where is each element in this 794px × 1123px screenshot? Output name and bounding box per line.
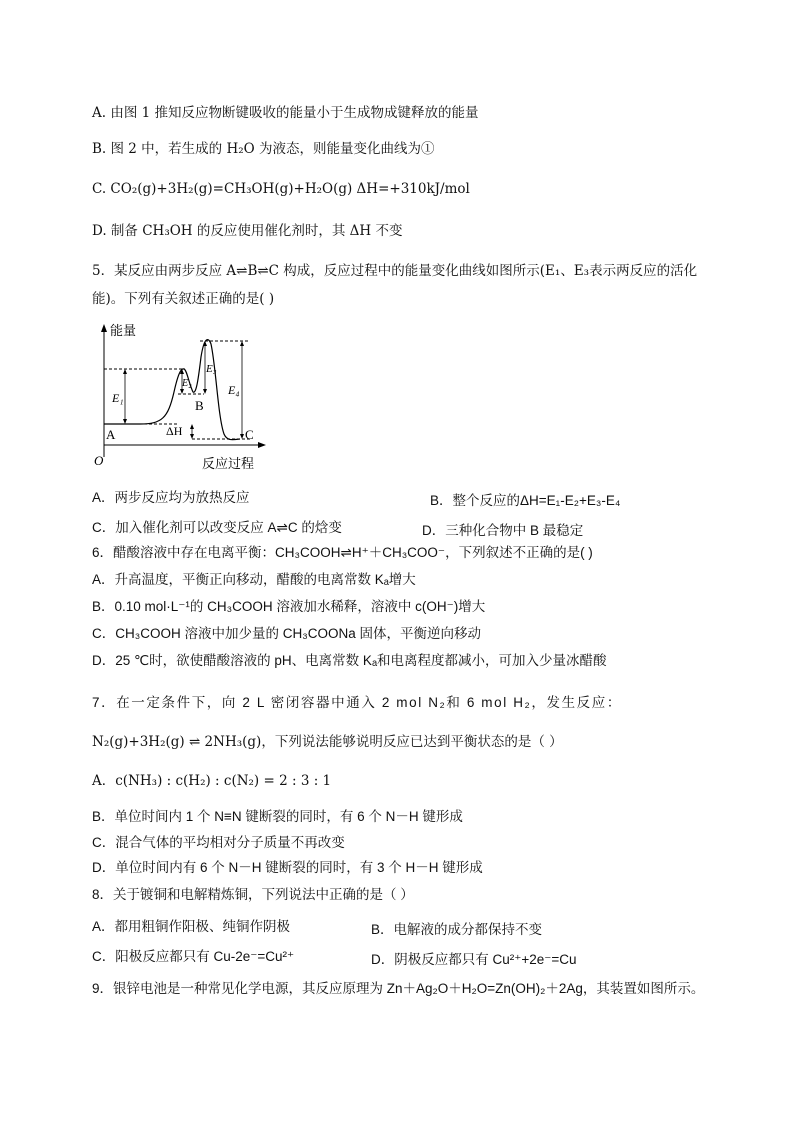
energy-profile-diagram xyxy=(92,322,272,474)
q8-option-d: D．阴极反应都只有 Cu²⁺+2e⁻=Cu xyxy=(371,952,577,967)
q7-option-a: A．c(NH₃) : c(H₂) : c(N₂) = 2 : 3 : 1 xyxy=(92,773,332,789)
q5-option-c: C．加入催化剂可以改变反应 A⇌C 的焓变 xyxy=(92,520,342,535)
dh-label: ΔH xyxy=(166,424,183,438)
q8-stem: 8．关于镀铜和电解精炼铜，下列说法中正确的是（ ） xyxy=(92,887,414,902)
y-axis-label: 能量 xyxy=(110,323,137,338)
q5-stem-line2: 能)。下列有关叙述正确的是( ) xyxy=(92,291,275,307)
q8-option-a: A．都用粗铜作阳极、纯铜作阴极 xyxy=(92,919,291,934)
q4-option-d: D. 制备 CH₃OH 的反应使用催化剂时，其 ΔH 不变 xyxy=(92,223,403,239)
e3-arrow-head-bottom xyxy=(203,389,207,394)
e4-arrow-head-bottom xyxy=(240,434,244,439)
q7-stem-line1: 7．在一定条件下，向 2 L 密闭容器中通入 2 mol N₂和 6 mol H₂，发生反应： xyxy=(92,695,622,710)
q4-option-c: C. CO₂(g)+3H₂(g)=CH₃OH(g)+H₂O(g) ΔH=+310kJ/mol xyxy=(92,181,470,197)
q5-stem-line1: 5．某反应由两步反应 A⇌B⇌C 构成，反应过程中的能量变化曲线如图所示(E₁、E₃表示两反应的活化 xyxy=(92,263,698,279)
q4-option-b: B. 图 2 中，若生成的 H₂O 为液态，则能量变化曲线为① xyxy=(92,141,435,157)
y-axis-arrow xyxy=(101,324,107,332)
e1-arrow-head-bottom xyxy=(123,419,127,424)
q7-option-c: C．混合气体的平均相对分子质量不再改变 xyxy=(92,835,345,850)
e2-arrow-head-bottom xyxy=(180,389,184,394)
q7-option-d: D．单位时间内有 6 个 N－H 键断裂的同时，有 3 个 H－H 键形成 xyxy=(92,860,483,875)
e2-label: E₂ xyxy=(182,378,192,389)
q9-stem: 9．银锌电池是一种常见化学电源，其反应原理为 Zn＋Ag₂O＋H₂O=Zn(OH)₂＋2Ag，其装置如图所示。 xyxy=(92,981,705,996)
dh-arrow-head-top xyxy=(190,424,194,429)
q4-option-a: A. 由图 1 推知反应物断键吸收的能量小于生成物成键释放的能量 xyxy=(92,105,479,121)
origin-label: O xyxy=(94,453,104,468)
e4-label: E₄ xyxy=(228,383,240,397)
x-axis-label: 反应过程 xyxy=(202,456,255,471)
point-a-label: A xyxy=(106,427,116,442)
q6-option-a: A．升高温度，平衡正向移动，醋酸的电离常数 Kₐ增大 xyxy=(92,572,416,587)
e1-label: E₁ xyxy=(112,391,124,405)
e1-arrow-head-top xyxy=(123,369,127,374)
q8-option-c: C．阳极反应都只有 Cu-2e⁻=Cu²⁺ xyxy=(92,949,295,964)
x-axis-arrow xyxy=(258,442,266,448)
q5-option-d: D．三种化合物中 B 最稳定 xyxy=(422,523,584,538)
e4-arrow-head-top xyxy=(240,341,244,346)
e3-label: E₃ xyxy=(206,363,217,375)
q7-stem-line2: N₂(g)+3H₂(g) ⇌ 2NH₃(g)，下列说法能够说明反应已达到平衡状态的是（ ） xyxy=(92,734,563,750)
q6-option-d: D．25 ℃时，欲使醋酸溶液的 pH、电离常数 Kₐ和电离程度都减小，可加入少量冰醋酸 xyxy=(92,653,607,668)
q7-option-b: B．单位时间内 1 个 N≡N 键断裂的同时，有 6 个 N－H 键形成 xyxy=(92,809,463,824)
q8-option-b: B．电解液的成分都保持不变 xyxy=(371,922,543,937)
q6-option-c: C．CH₃COOH 溶液中加少量的 CH₃COONa 固体，平衡逆向移动 xyxy=(92,626,482,641)
q5-option-b: B．整个反应的ΔH=E₁-E₂+E₃-E₄ xyxy=(430,493,621,508)
point-b-label: B xyxy=(195,398,204,413)
q5-option-a: A．两步反应均为放热反应 xyxy=(92,490,250,505)
dh-arrow-head-bottom xyxy=(190,434,194,439)
q6-stem: 6．醋酸溶液中存在电离平衡：CH₃COOH⇌H⁺＋CH₃COO⁻，下列叙述不正确的是( ) xyxy=(92,545,593,560)
point-c-label: C xyxy=(245,427,254,442)
q6-option-b: B．0.10 mol·L⁻¹的 CH₃COOH 溶液加水稀释，溶液中 c(OH⁻)增大 xyxy=(92,599,486,614)
